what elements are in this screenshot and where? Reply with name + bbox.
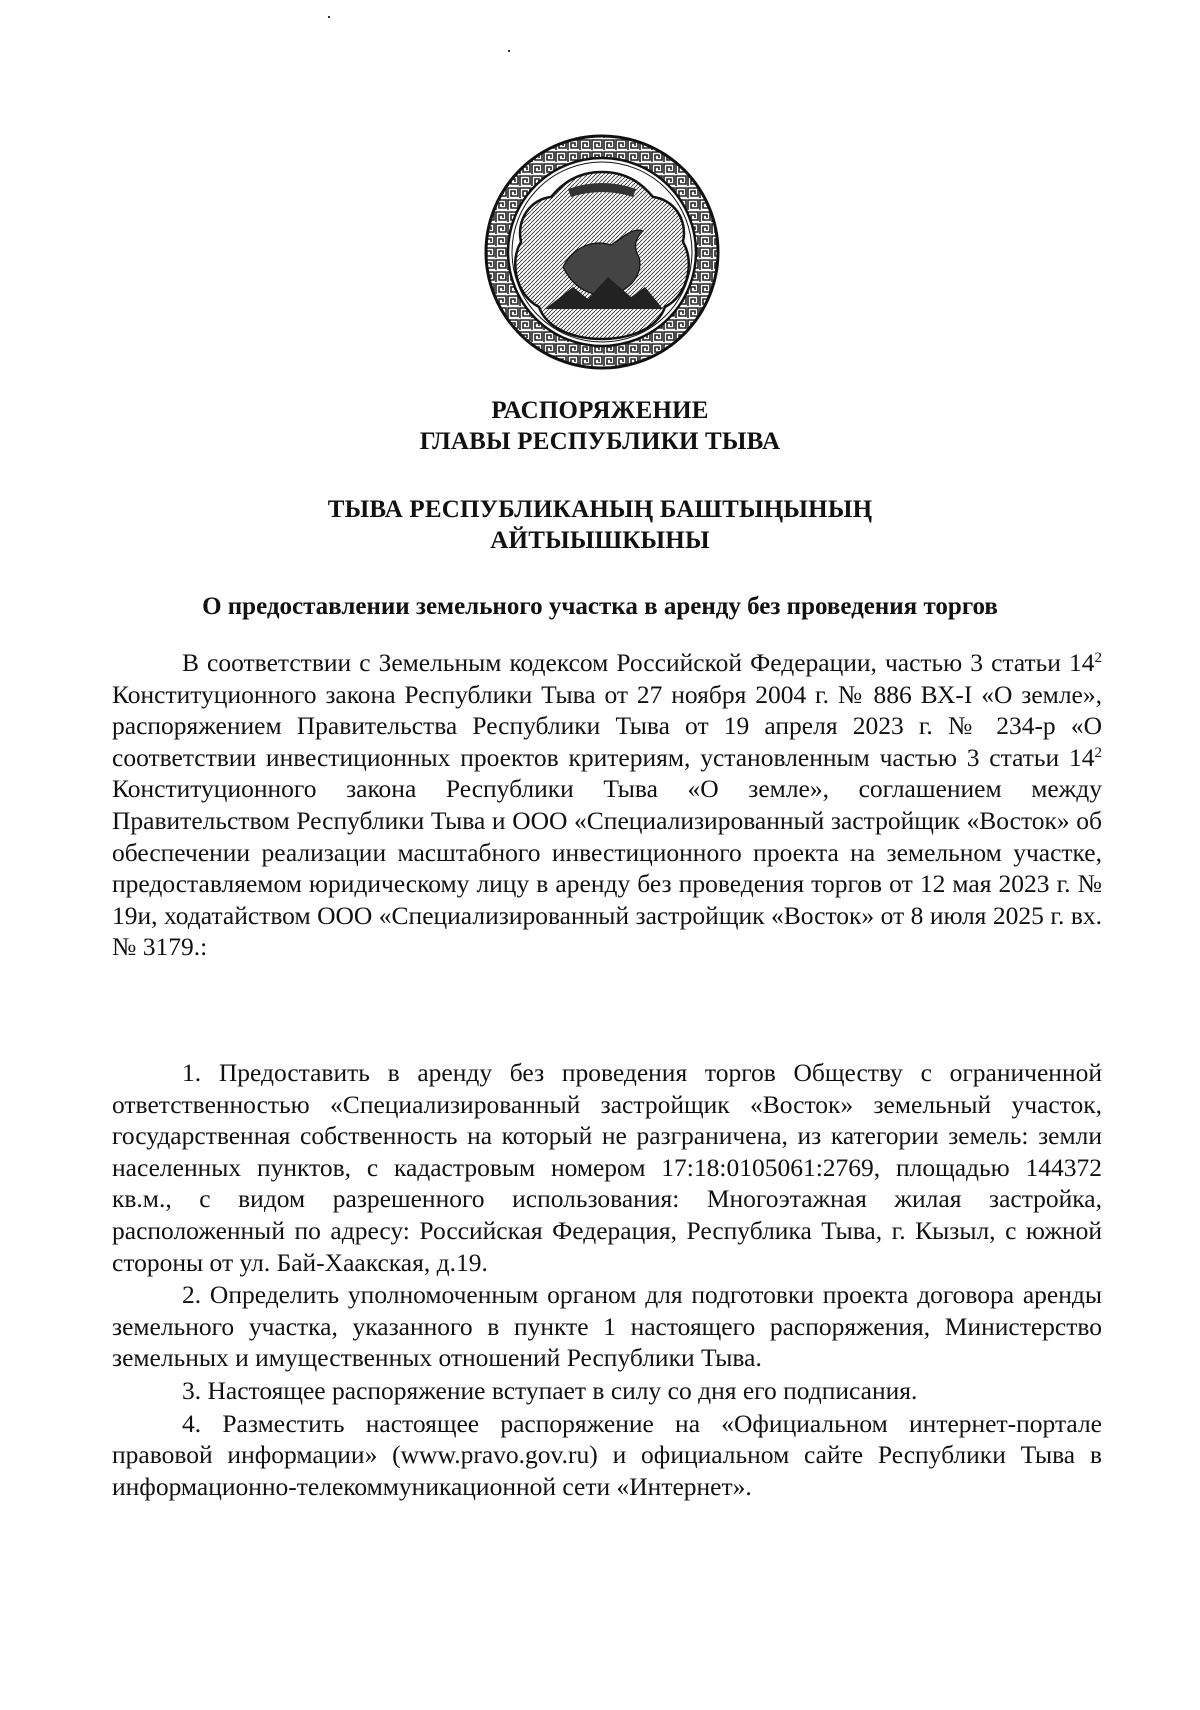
list-item: 3. Настоящее распоряжение вступает в силу со дня его подписания.	[182, 1375, 918, 1405]
preamble-part3: Конституционного закона Республики Тыва «О земле», соглашением между Правительством Республики Тыва и ООО «Специализированный застройщик «Восток» об обеспечении реализации масштабного инвестиционного проекта на земельном участке, предоставляемом юридическому лицу в аренду без проведения торгов от 12 мая 2023 г. № 19и, ходатайством ООО «Специализированный застройщик «Восток» от 8 июля 2025 г. вх. № 3179.:	[112, 774, 1102, 962]
preamble-part2: Конституционного закона Республики Тыва от 27 ноября 2004 г. № 886 ВХ-I «О земле», распоряжением Правительства Республики Тыва от 19 апреля 2023 г. № 234-р «О соответствии инвестиционных проектов критериям, установленным частью 3 статьи 14	[112, 679, 1102, 772]
list-item: 4. Разместить настоящее распоряжение на «Официальном интернет-портале правовой информации» (www.pravo.gov.ru) и официальном сайте Республики Тыва в информационно-телекоммуникационной сети «Интернет».	[112, 1408, 1102, 1501]
scan-speck	[508, 50, 510, 52]
document-subject: О предоставлении земельного участка в аренду без проведения торгов	[202, 593, 998, 620]
superscript: 2	[1094, 744, 1102, 761]
title-tv-line1: ТЫВА РЕСПУБЛИКАНЫҢ БАШТЫҢЫНЫҢ	[327, 496, 873, 523]
coat-of-arms-emblem	[483, 127, 721, 377]
title-russian	[0, 395, 1200, 457]
list-item: 2. Определить уполномоченным органом для подготовки проекта договора аренды земельного участка, указанного в пункте 1 настоящего распоряжения, Министерство земельных и имущественных отношений Республики Тыва.	[112, 1280, 1102, 1373]
preamble-paragraph	[112, 647, 1102, 963]
ordered-items	[112, 1057, 1102, 1502]
title-ru-line2: ГЛАВЫ РЕСПУБЛИКИ ТЫВА	[419, 428, 781, 455]
list-item: 1. Предоставить в аренду без проведения торгов Обществу с ограниченной ответственностью «Специализированный застройщик «Восток» земельный участок, государственная собственность на который не разграничена, из категории земель: земли населенных пунктов, с кадастровым номером 17:18:0105061:2769, площадью 144372 кв.м., с видом разрешенного использования: Многоэтажная жилая застройка, расположенный по адресу: Российская Федерация, Республика Тыва, г. Кызыл, с южной стороны от ул. Бай-Хаакская, д.19.	[112, 1058, 1102, 1277]
title-tuvan	[0, 494, 1200, 556]
preamble-part1: В соответствии с Земельным кодексом Российской Федерации, частью 3 статьи 14	[182, 648, 1095, 677]
superscript: 2	[1094, 650, 1102, 666]
scan-speck	[328, 16, 330, 18]
title-tv-line2: АЙТЫЫШКЫНЫ	[490, 527, 710, 554]
title-ru-line1: РАСПОРЯЖЕНИЕ	[491, 397, 709, 424]
